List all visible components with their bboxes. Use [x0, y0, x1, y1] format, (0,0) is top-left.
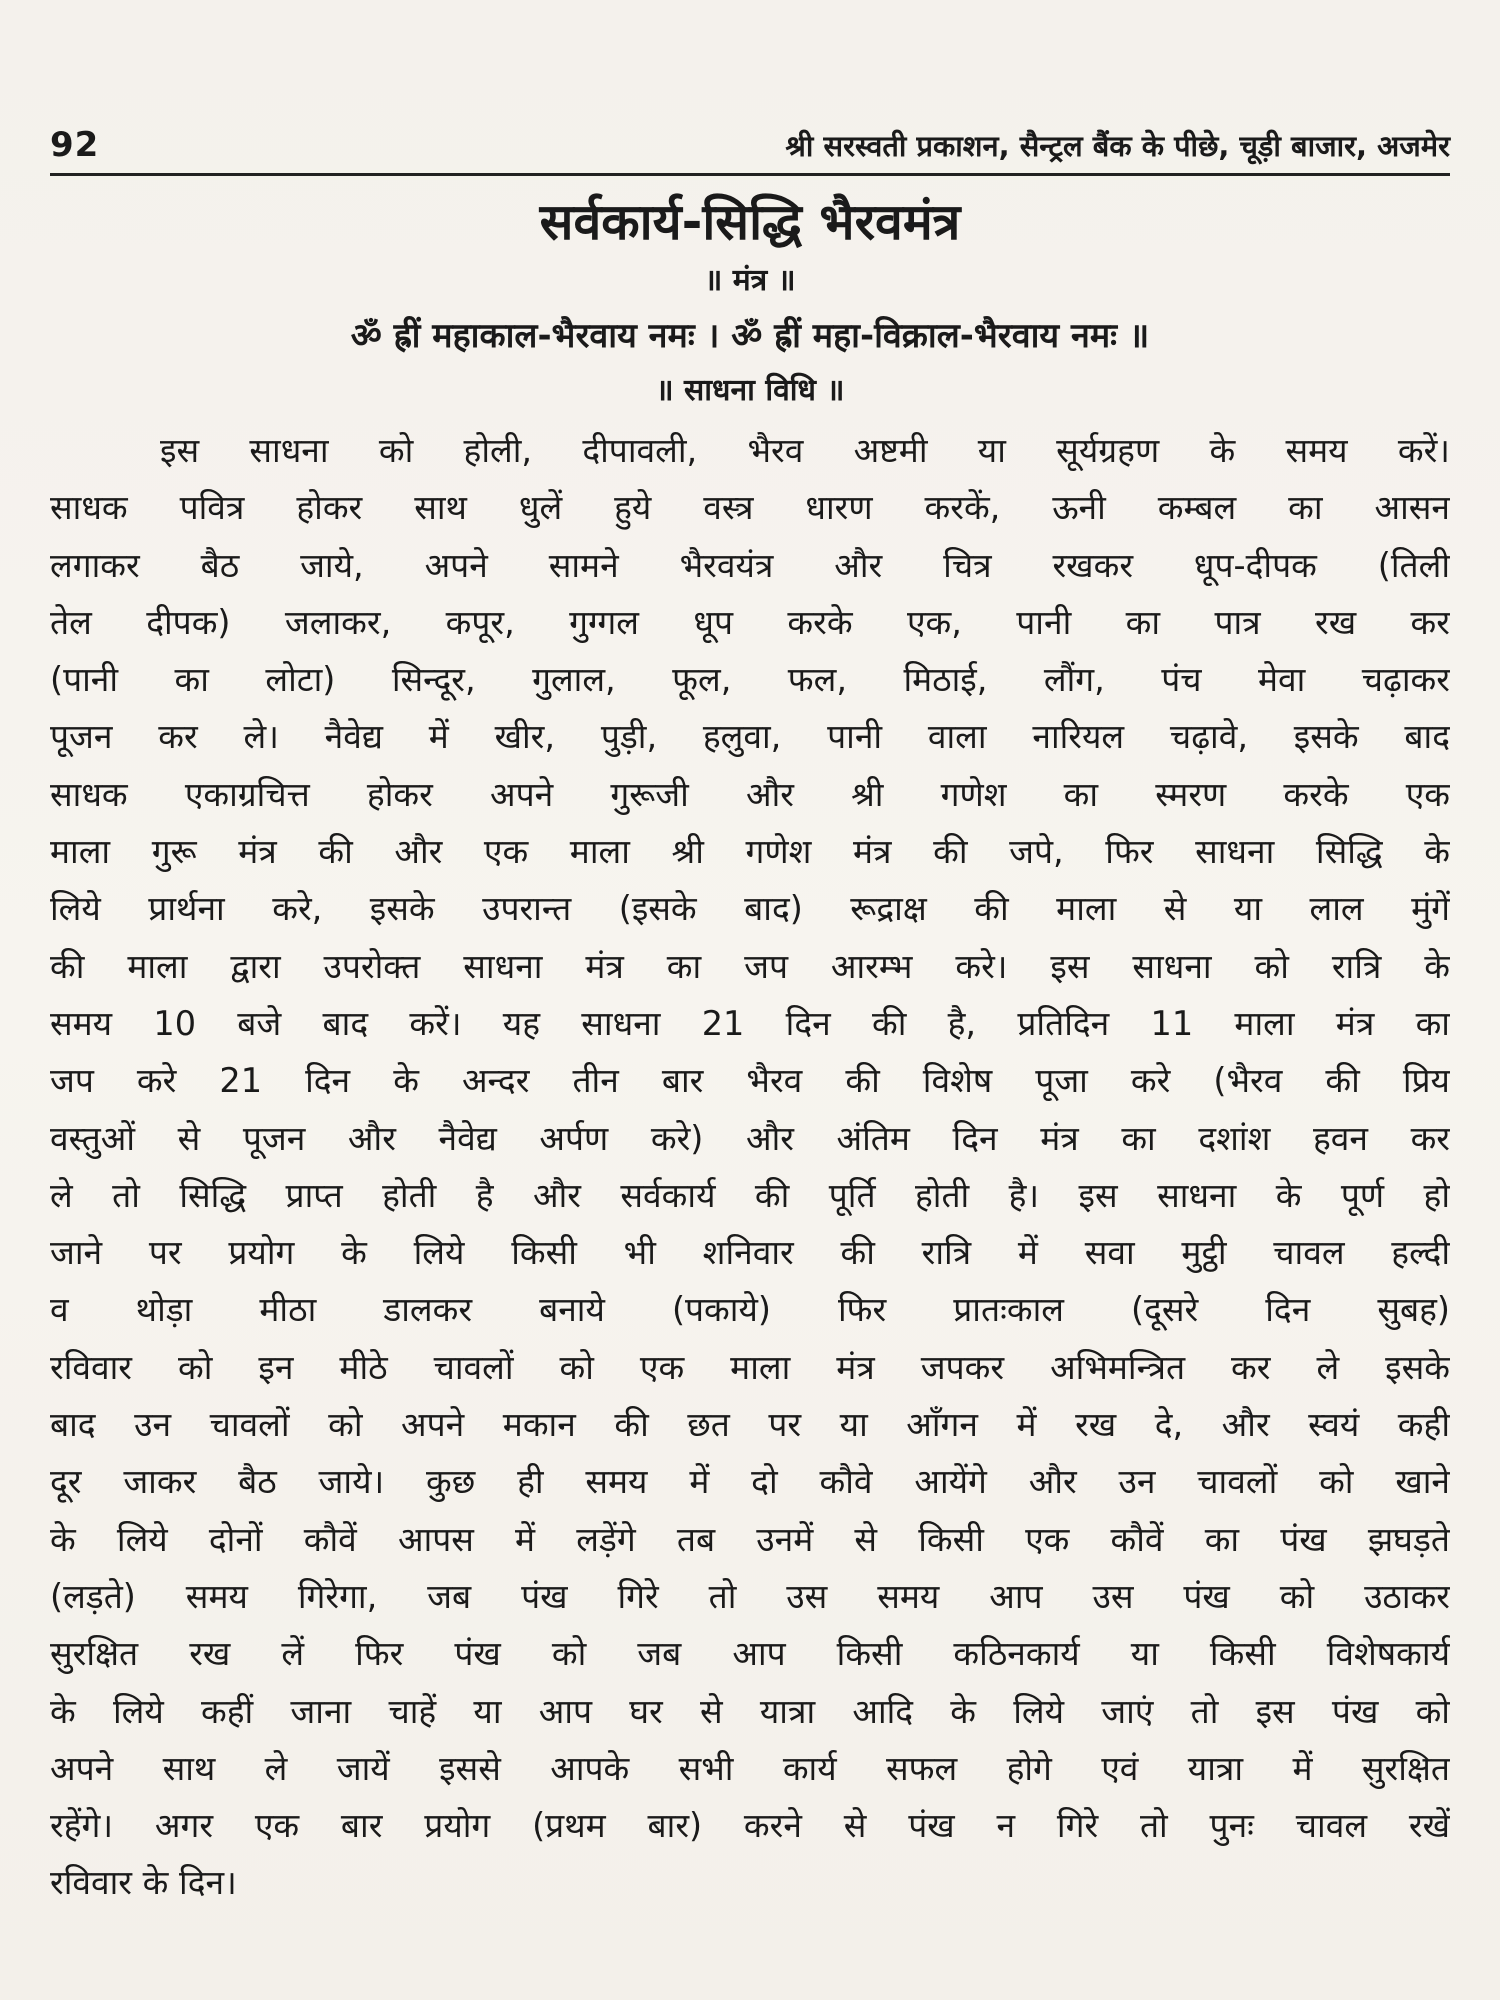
- body-line: वस्तुओं से पूजन और नैवेद्य अर्पण करे) और अंतिम दिन मंत्र का दशांश हवन कर: [50, 1118, 1450, 1158]
- running-header: [50, 115, 1450, 176]
- body-line: अपने साथ ले जायें इससे आपके सभी कार्य सफल होगे एवं यात्रा में सुरक्षित: [50, 1748, 1450, 1788]
- body-line: पूजन कर ले। नैवेद्य में खीर, पुड़ी, हलुवा, पानी वाला नारियल चढ़ावे, इसके बाद: [50, 717, 1450, 757]
- page-title: सर्वकार्य-सिद्धि भैरवमंत्र: [539, 193, 961, 251]
- body-line: जाने पर प्रयोग के लिये किसी भी शनिवार की रात्रि में सवा मुट्ठी चावल हल्दी: [50, 1233, 1450, 1273]
- body-line: ले तो सिद्धि प्राप्त होती है और सर्वकार्य की पूर्ति होती है। इस साधना के पूर्ण हो: [50, 1175, 1450, 1215]
- body-line: इस साधना को होली, दीपावली, भैरव अष्टमी या सूर्यग्रहण के समय करें।: [160, 431, 1450, 470]
- body-paragraph: [50, 422, 1450, 1912]
- page-number: 92: [50, 125, 100, 165]
- body-line: लगाकर बैठ जाये, अपने सामने भैरवयंत्र और चित्र रखकर धूप-दीपक (तिली: [50, 545, 1450, 585]
- body-line: के लिये कहीं जाना चाहें या आप घर से यात्रा आदि के लिये जाएं तो इस पंख को: [50, 1691, 1450, 1731]
- body-line: व थोड़ा मीठा डालकर बनाये (पकाये) फिर प्रातःकाल (दूसरे दिन सुबह): [50, 1290, 1450, 1330]
- body-line: दूर जाकर बैठ जाये। कुछ ही समय में दो कौवे आयेंगे और उन चावलों को खाने: [50, 1462, 1450, 1502]
- body-line: लिये प्रार्थना करे, इसके उपरान्त (इसके बाद) रूद्राक्ष की माला से या लाल मुंगें: [50, 889, 1450, 929]
- body-line: जप करे 21 दिन के अन्दर तीन बार भैरव की विशेष पूजा करे (भैरव की प्रिय: [50, 1061, 1450, 1101]
- body-line: तेल दीपक) जलाकर, कपूर, गुग्गल धूप करके एक, पानी का पात्र रख कर: [50, 602, 1450, 642]
- body-line: रहेंगे। अगर एक बार प्रयोग (प्रथम बार) करने से पंख न गिरे तो पुनः चावल रखें: [50, 1806, 1450, 1846]
- body-line: माला गुरू मंत्र की और एक माला श्री गणेश मंत्र की जपे, फिर साधना सिद्धि के: [50, 832, 1450, 872]
- body-line: रविवार के दिन।: [50, 1863, 237, 1903]
- body-line: बाद उन चावलों को अपने मकान की छत पर या आँगन में रख दे, और स्वयं कही: [50, 1405, 1450, 1445]
- body-line: सुरक्षित रख लें फिर पंख को जब आप किसी कठिनकार्य या किसी विशेषकार्य: [50, 1634, 1450, 1674]
- publisher-line: श्री सरस्वती प्रकाशन, सैन्ट्रल बैंक के पीछे, चूड़ी बाजार, अजमेर: [785, 129, 1450, 163]
- body-line: (पानी का लोटा) सिन्दूर, गुलाल, फूल, फल, मिठाई, लौंग, पंच मेवा चढ़ाकर: [50, 660, 1450, 700]
- body-line: रविवार को इन मीठे चावलों को एक माला मंत्र जपकर अभिमन्त्रित कर ले इसके: [50, 1347, 1450, 1387]
- mantra-heading: ॥ मंत्र ॥: [704, 263, 796, 298]
- body-line: के लिये दोनों कौवें आपस में लड़ेंगे तब उनमें से किसी एक कौवें का पंख झघड़ते: [50, 1519, 1450, 1559]
- body-line: की माला द्वारा उपरोक्त साधना मंत्र का जप आरम्भ करे। इस साधना को रात्रि के: [50, 946, 1450, 986]
- mantra-text: ॐ ह्रीं महाकाल-भैरवाय नमः । ॐ ह्रीं महा-विक्राल-भैरवाय नमः ॥: [350, 316, 1150, 356]
- body-line: समय 10 बजे बाद करें। यह साधना 21 दिन की है, प्रतिदिन 11 माला मंत्र का: [50, 1003, 1450, 1043]
- body-line: साधक पवित्र होकर साथ धुलें हुये वस्त्र धारण करकें, ऊनी कम्बल का आसन: [50, 488, 1450, 528]
- method-heading: ॥ साधना विधि ॥: [655, 373, 845, 408]
- body-line: (लड़ते) समय गिरेगा, जब पंख गिरे तो उस समय आप उस पंख को उठाकर: [50, 1576, 1450, 1616]
- body-line: साधक एकाग्रचित्त होकर अपने गुरूजी और श्री गणेश का स्मरण करके एक: [50, 774, 1450, 814]
